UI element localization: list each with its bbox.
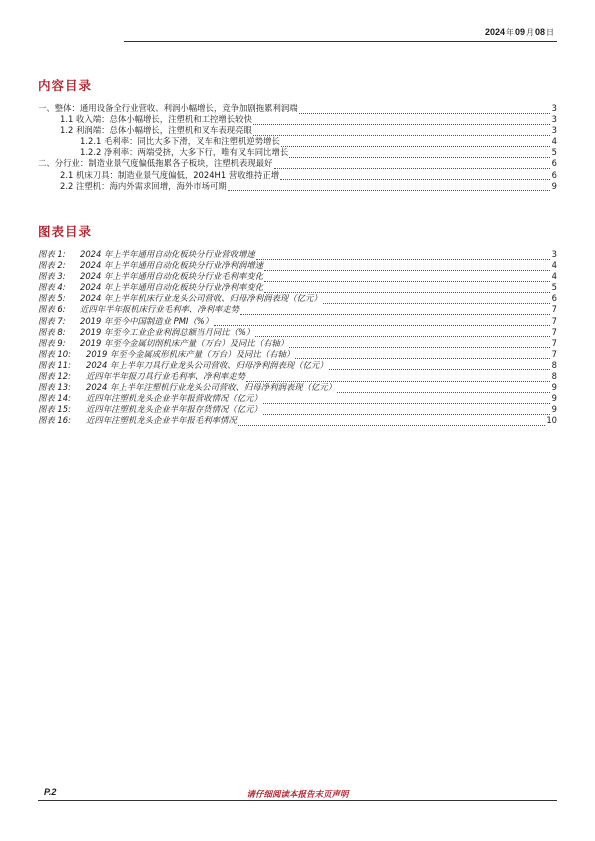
footer-divider	[38, 800, 557, 801]
figure-entry-label[interactable]	[38, 393, 262, 404]
figure-entry-label[interactable]	[38, 415, 237, 426]
toc-entry-label[interactable]: 1.2 利润端：总体小幅增长，注塑机和叉车表现亮眼	[60, 125, 252, 136]
figure-entry-label[interactable]	[38, 260, 263, 271]
toc-entry-page: 9	[551, 180, 557, 191]
figure-number: 图表 4:	[38, 282, 66, 293]
figure-number: 图表 8:	[38, 326, 66, 337]
dot-leader	[281, 139, 550, 147]
toc-entry-label[interactable]: 2.1 机床刀具：制造业景气度偏低，2024H1 营收维持正增	[60, 169, 280, 180]
dot-leader	[280, 172, 550, 180]
figure-entry-page: 9	[551, 404, 557, 415]
toc-entry-page: 6	[551, 169, 557, 180]
figure-entry-label[interactable]	[38, 371, 245, 382]
figure-entry[interactable]	[38, 382, 557, 393]
toc-entry-label[interactable]: 1.1 收入端：总体小幅增长，注塑机和工控增长较快	[60, 114, 252, 125]
dot-leader	[253, 117, 550, 125]
dot-leader	[289, 340, 550, 348]
dot-leader	[323, 296, 550, 304]
toc-entry-page: 5	[551, 147, 557, 158]
figure-entry[interactable]	[38, 404, 557, 415]
figure-entry[interactable]	[38, 271, 557, 282]
figure-entry-label[interactable]	[38, 316, 213, 327]
toc-entry-label[interactable]: 1.2.2 净利率：两端受挤，大多下行，唯有叉车同比增长	[80, 147, 289, 158]
toc-entry-label[interactable]: 二、分行业：制造业景气度偏低拖累各子板块，注塑机表现最好	[38, 158, 273, 169]
figure-entry[interactable]	[38, 293, 557, 304]
figure-title: 2019 年至今金属成形机床产量（万台）及同比（右轴）	[86, 348, 295, 359]
figure-entry-page: 7	[551, 337, 557, 348]
dot-leader	[263, 407, 550, 415]
dot-leader	[240, 307, 550, 315]
figure-entry-page: 7	[551, 315, 557, 326]
toc-entry[interactable]	[38, 125, 557, 136]
figure-entry-label[interactable]	[38, 304, 239, 315]
figure-entry-page: 5	[551, 282, 557, 293]
figure-number: 图表 7:	[38, 315, 66, 326]
figure-title: 2024 年上半年通用自动化板块分行业营收增速	[80, 249, 255, 259]
figure-number: 图表 6:	[38, 304, 66, 315]
dot-leader	[228, 183, 550, 191]
dot-leader	[263, 396, 550, 404]
toc-entry-page: 6	[551, 158, 557, 169]
figure-number: 图表 12:	[38, 371, 71, 382]
figure-title: 2024 年上半年机床行业龙头公司营收、归母净利润表现（亿元）	[80, 293, 322, 304]
toc-entry-label[interactable]: 2.2 注塑机：海内外需求回增，海外市场可期	[60, 180, 227, 191]
figure-number: 图表 3:	[38, 271, 66, 282]
report-date: 2024年09月08日	[484, 27, 554, 37]
figure-entry[interactable]	[38, 327, 557, 338]
dot-leader	[299, 106, 550, 114]
figure-entry-page: 4	[551, 260, 557, 271]
figure-entry[interactable]	[38, 393, 557, 404]
figure-entry-page: 7	[551, 348, 557, 359]
dot-leader	[256, 252, 550, 260]
toc-list	[38, 103, 557, 192]
figure-entry-label[interactable]	[38, 349, 294, 360]
figure-entry-label[interactable]	[38, 404, 262, 415]
dot-leader	[274, 161, 551, 169]
figure-entry-page: 4	[551, 271, 557, 282]
dot-leader	[329, 362, 550, 370]
toc-entry-label[interactable]: 1.2.1 毛利率：同比大多下滑，叉车和注塑机逆势增长	[80, 136, 280, 147]
figure-entry[interactable]	[38, 316, 557, 327]
figure-entry[interactable]	[38, 349, 557, 360]
figure-entry-page: 6	[551, 293, 557, 304]
figure-title: 近四年半年报刀具行业毛利率、净利率走势	[86, 371, 246, 382]
figure-list	[38, 249, 557, 427]
dot-leader	[264, 263, 550, 271]
figure-title: 2019 年至今中国制造业 PMI（%）	[80, 315, 214, 326]
toc-entry-page: 3	[551, 103, 557, 113]
figure-entry-label[interactable]	[38, 382, 336, 393]
figure-entry[interactable]	[38, 282, 557, 293]
figure-entry-label[interactable]	[38, 249, 255, 260]
figure-title: 2024 年上半年刀具行业龙头公司营收、归母净利润表现（亿元）	[86, 359, 328, 370]
toc-entry[interactable]	[38, 181, 557, 192]
figure-title: 2019 年至今工业企业利润总额当月同比（%）	[80, 326, 255, 337]
dot-leader	[264, 285, 550, 293]
figure-number: 图表 9:	[38, 337, 66, 348]
figure-entry[interactable]	[38, 338, 557, 349]
figure-entry-label[interactable]	[38, 360, 328, 371]
toc-entry-page: 3	[551, 114, 557, 125]
dot-leader	[255, 329, 550, 337]
header-divider	[124, 41, 557, 42]
figure-title: 2024 年上半年通用自动化板块分行业净利润增速	[80, 260, 264, 271]
figure-number: 图表 16:	[38, 415, 71, 426]
figure-number: 图表 1:	[38, 249, 66, 259]
dot-leader	[246, 374, 550, 382]
figure-entry[interactable]	[38, 371, 557, 382]
toc-entry[interactable]	[38, 136, 557, 147]
figure-number: 图表 11:	[38, 359, 71, 370]
figure-entry-label[interactable]	[38, 282, 263, 293]
toc-title: 内容目录	[38, 78, 93, 93]
figure-entry[interactable]	[38, 249, 557, 260]
figure-number: 图表 13:	[38, 382, 71, 393]
figure-title: 近四年半年报机床行业毛利率、净利率走势	[80, 304, 240, 315]
dot-leader	[295, 351, 550, 359]
dot-leader	[264, 274, 550, 282]
figure-title: 近四年注塑机龙头企业半年报毛利率情况	[86, 415, 237, 426]
figure-list-title: 图表目录	[38, 224, 93, 239]
figure-entry-page: 9	[551, 393, 557, 404]
figure-entry-label[interactable]	[38, 338, 288, 349]
figure-entry-page: 8	[551, 359, 557, 370]
figure-title: 2019 年至今金属切削机床产量（万台）及同比（右轴）	[80, 337, 289, 348]
toc-entry[interactable]	[38, 170, 557, 181]
toc-entry-label[interactable]: 一、整体：通用设备全行业营收、利润小幅增长，竞争加剧拖累利润端	[38, 103, 298, 113]
disclaimer-note: 请仔细阅读本报告末页声明	[246, 790, 349, 800]
figure-number: 图表 5:	[38, 293, 66, 304]
figure-title: 2024 年上半年注塑机行业龙头公司营收、归母净利润表现（亿元）	[86, 382, 337, 393]
dot-leader	[238, 418, 546, 426]
figure-entry[interactable]	[38, 415, 557, 426]
figure-entry-page: 10	[546, 415, 557, 426]
dot-leader	[289, 150, 550, 158]
dot-leader	[337, 385, 550, 393]
figure-entry-label[interactable]	[38, 293, 322, 304]
figure-number: 图表 10:	[38, 348, 71, 359]
figure-entry[interactable]	[38, 360, 557, 371]
figure-entry[interactable]	[38, 260, 557, 271]
figure-number: 图表 2:	[38, 260, 66, 271]
figure-number: 图表 15:	[38, 404, 71, 415]
dot-leader	[214, 318, 550, 326]
figure-number: 图表 14:	[38, 393, 71, 404]
toc-entry[interactable]	[38, 114, 557, 125]
figure-entry-page: 7	[551, 304, 557, 315]
toc-entry[interactable]	[38, 103, 557, 114]
dot-leader	[253, 128, 550, 136]
toc-entry[interactable]	[38, 147, 557, 158]
figure-title: 2024 年上半年通用自动化板块分行业毛利率变化	[80, 271, 264, 282]
page-number: P.2	[44, 787, 57, 797]
figure-entry-page: 7	[551, 326, 557, 337]
toc-entry-page: 4	[551, 136, 557, 147]
figure-entry-label[interactable]	[38, 271, 263, 282]
figure-title: 2024 年上半年通用自动化板块分行业净利率变化	[80, 282, 264, 293]
figure-title: 近四年注塑机龙头企业半年报存货情况（亿元）	[86, 404, 262, 415]
figure-title: 近四年注塑机龙头企业半年报营收情况（亿元）	[86, 393, 262, 404]
figure-entry-label[interactable]	[38, 327, 254, 338]
figure-entry[interactable]	[38, 304, 557, 315]
figure-entry-page: 8	[551, 371, 557, 382]
toc-entry-page: 3	[551, 125, 557, 136]
toc-entry[interactable]	[38, 158, 557, 169]
figure-entry-page: 9	[551, 382, 557, 393]
figure-entry-page: 3	[551, 249, 557, 259]
